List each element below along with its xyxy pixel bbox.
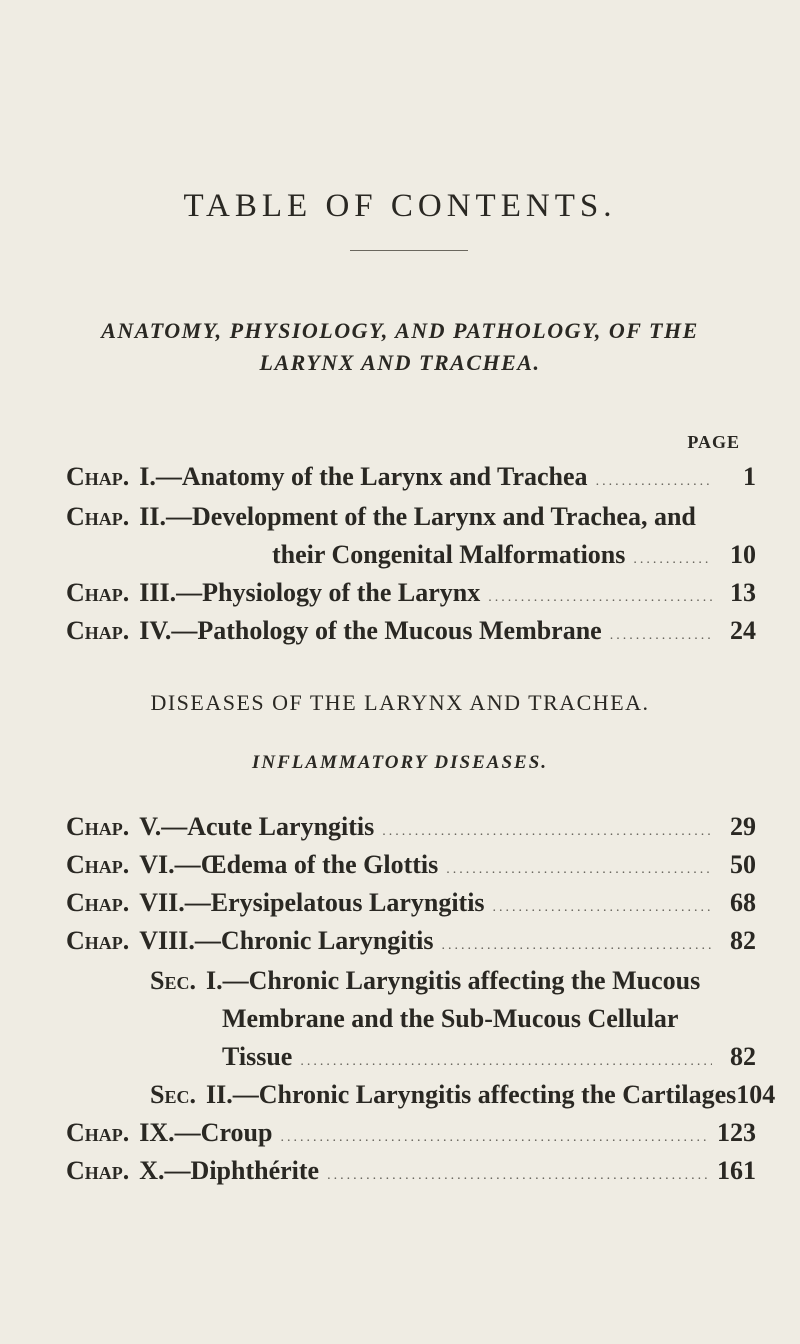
entry-label: Chap. xyxy=(66,850,130,879)
toc-entry-chap-4 xyxy=(66,616,756,650)
leader-dots xyxy=(300,1054,712,1070)
leader-dots xyxy=(633,552,712,568)
leader-dots xyxy=(488,590,712,606)
title-rule xyxy=(350,250,468,251)
entry-label: Chap. xyxy=(66,1118,130,1147)
entry-page: 10 xyxy=(730,540,756,569)
toc-section-1-line2: Membrane and the Sub-Mucous Cellular xyxy=(222,1004,679,1033)
leader-dots xyxy=(442,938,712,954)
entry-text: I.—Anatomy of the Larynx and Trachea xyxy=(139,462,588,491)
part-heading-line2: LARYNX AND TRACHEA. xyxy=(259,350,541,375)
entry-page: 82 xyxy=(730,926,756,955)
entry-label: Chap. xyxy=(66,616,130,645)
toc-section-1 xyxy=(150,966,700,996)
entry-label: Chap. xyxy=(66,1156,130,1185)
page-title: TABLE OF CONTENTS. xyxy=(183,188,617,224)
entry-page: 161 xyxy=(717,1156,756,1185)
entry-label: Chap. xyxy=(66,812,130,841)
entry-text-continuation: their Congenital Malformations xyxy=(272,540,626,569)
leader-dots xyxy=(610,628,712,644)
toc-entry-chap-1 xyxy=(66,462,756,496)
section-heading: DISEASES OF THE LARYNX AND TRACHEA. xyxy=(150,690,650,715)
entry-text: VII.—Erysipelatous Laryngitis xyxy=(139,888,485,917)
entry-page: 29 xyxy=(730,812,756,841)
section-text-line3: Tissue xyxy=(222,1042,293,1071)
page-column-label: PAGE xyxy=(687,432,740,452)
entry-text: VIII.—Chronic Laryngitis xyxy=(139,926,434,955)
toc-section-2 xyxy=(150,1080,776,1114)
toc-entry-chap-2-continuation xyxy=(272,540,756,574)
section-page: 82 xyxy=(730,1042,756,1071)
leader-dots xyxy=(493,900,712,916)
entry-label: Chap. xyxy=(66,502,130,531)
entry-text: V.—Acute Laryngitis xyxy=(139,812,375,841)
section-page: 104 xyxy=(736,1080,776,1109)
part-heading-line1: ANATOMY, PHYSIOLOGY, AND PATHOLOGY, OF THE xyxy=(101,318,699,343)
entry-text: IV.—Pathology of the Mucous Membrane xyxy=(139,616,602,645)
entry-label: Chap. xyxy=(66,462,130,491)
leader-dots xyxy=(280,1130,709,1146)
toc-entry-chap-3 xyxy=(66,578,756,612)
toc-entry-chap-9 xyxy=(66,1118,756,1152)
toc-entry-chap-2 xyxy=(66,502,696,532)
entry-text: VI.—Œdema of the Glottis xyxy=(139,850,439,879)
leader-dots xyxy=(327,1168,709,1184)
entry-page: 123 xyxy=(717,1118,756,1147)
entry-page: 1 xyxy=(743,462,756,491)
section-text: I.—Chronic Laryngitis affecting the Mucous xyxy=(205,966,701,995)
leader-dots xyxy=(446,862,712,878)
entry-label: Chap. xyxy=(66,578,130,607)
toc-entry-chap-7 xyxy=(66,888,756,922)
entry-label: Chap. xyxy=(66,888,130,917)
entry-page: 24 xyxy=(730,616,756,645)
toc-section-1-line3 xyxy=(222,1042,756,1076)
entry-text: IX.—Croup xyxy=(139,1118,273,1147)
entry-text: III.—Physiology of the Larynx xyxy=(139,578,481,607)
toc-entry-chap-6 xyxy=(66,850,756,884)
entry-text: X.—Diphthérite xyxy=(139,1156,320,1185)
entry-page: 13 xyxy=(730,578,756,607)
leader-dots xyxy=(596,474,712,490)
toc-entry-chap-10 xyxy=(66,1156,756,1190)
entry-text: II.—Development of the Larynx and Trachea, and xyxy=(139,502,696,531)
subsection-heading: INFLAMMATORY DISEASES. xyxy=(251,752,549,773)
toc-entry-chap-5 xyxy=(66,812,756,846)
entry-page: 50 xyxy=(730,850,756,879)
leader-dots xyxy=(382,824,712,840)
section-label: Sec. xyxy=(150,966,196,995)
entry-page: 68 xyxy=(730,888,756,917)
toc-entry-chap-8 xyxy=(66,926,756,960)
entry-label: Chap. xyxy=(66,926,130,955)
section-text: II.—Chronic Laryngitis affecting the Cartilages xyxy=(205,1080,737,1109)
section-label: Sec. xyxy=(150,1080,196,1109)
